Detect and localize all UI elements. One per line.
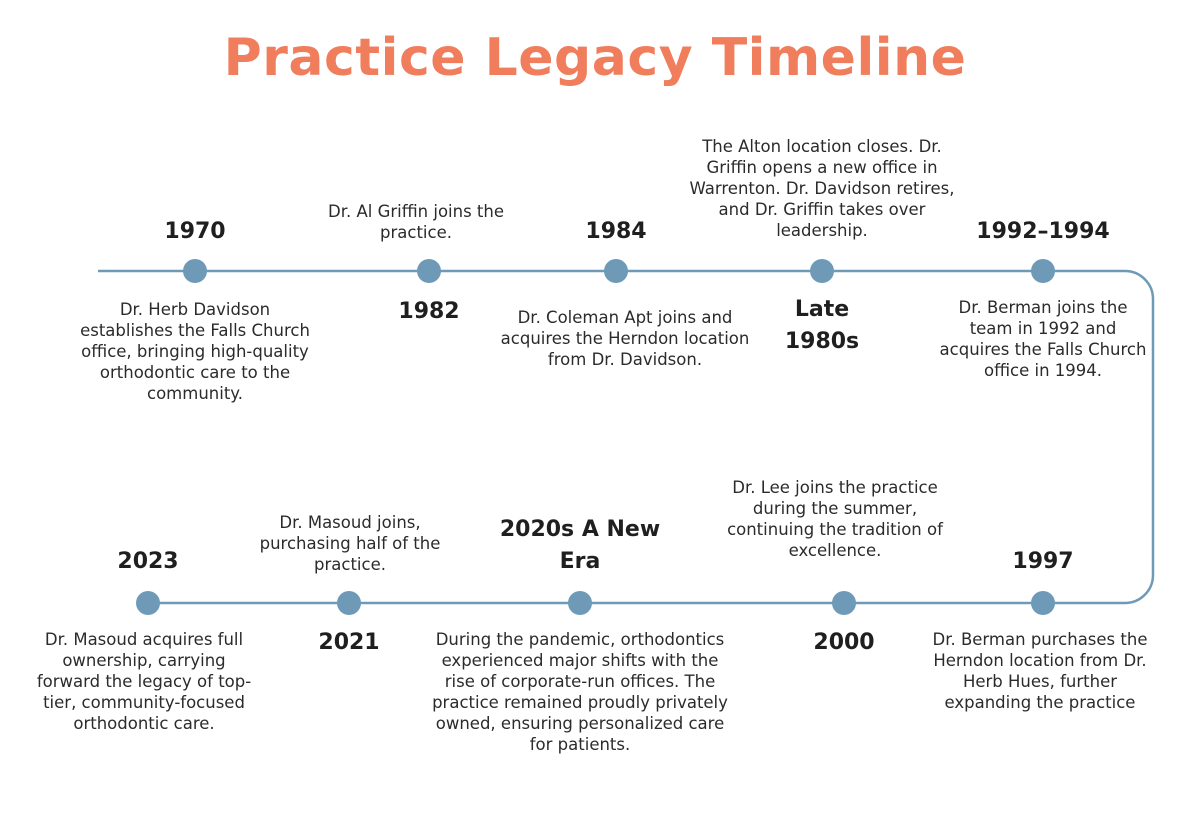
event-description-1984: Dr. Coleman Apt joins and acquires the Herndon location from Dr. Davidson. xyxy=(500,308,750,369)
timeline-node-2021 xyxy=(337,591,361,615)
event-description-late-1980s: The Alton location closes. Dr. Griffin opens a new office in Warrenton. Dr. Davidson retires, and Dr. Griffin takes over leadership. xyxy=(689,137,955,240)
event-description-1982: Dr. Al Griffin joins the practice. xyxy=(327,202,505,242)
timeline-node-1992-1994 xyxy=(1031,259,1055,283)
event-description-2020s: During the pandemic, orthodontics experienced major shifts with the rise of corporate-run offices. The practice remained proudly privately owned, ensuring personalized care for patients. xyxy=(432,630,728,754)
event-year-1997: 1997 xyxy=(1012,549,1074,574)
event-description-2023: Dr. Masoud acquires full ownership, carrying forward the legacy of top-tier, community-focused orthodontic care. xyxy=(36,630,252,733)
event-year-1992-1994: 1992–1994 xyxy=(976,219,1110,244)
timeline-node-1997 xyxy=(1031,591,1055,615)
page-title: Practice Legacy Timeline xyxy=(223,28,967,88)
timeline-node-2000 xyxy=(832,591,856,615)
event-year-2020s: 2020s A New Era xyxy=(499,517,661,574)
event-year-1984: 1984 xyxy=(585,219,647,244)
event-description-1970: Dr. Herb Davidson establishes the Falls Church office, bringing high-quality orthodontic care to the community. xyxy=(80,300,310,403)
event-description-1992-1994: Dr. Berman joins the team in 1992 and acquires the Falls Church office in 1994. xyxy=(939,298,1147,380)
event-year-2023: 2023 xyxy=(117,549,179,574)
event-description-1997: Dr. Berman purchases the Herndon location from Dr. Herb Hues, further expanding the practice xyxy=(932,630,1148,712)
event-year-1970: 1970 xyxy=(164,219,226,244)
timeline-node-2023 xyxy=(136,591,160,615)
event-year-late-1980s: Late 1980s xyxy=(784,297,860,354)
event-year-2000: 2000 xyxy=(813,630,875,655)
event-year-2021: 2021 xyxy=(318,630,380,655)
event-description-2000: Dr. Lee joins the practice during the summer, continuing the tradition of excellence. xyxy=(727,478,943,560)
timeline-node-1970 xyxy=(183,259,207,283)
timeline-node-1982 xyxy=(417,259,441,283)
timeline-node-2020s xyxy=(568,591,592,615)
timeline-node-1984 xyxy=(604,259,628,283)
event-description-2021: Dr. Masoud joins, purchasing half of the practice. xyxy=(259,513,441,574)
event-year-1982: 1982 xyxy=(398,299,460,324)
timeline-node-late-1980s xyxy=(810,259,834,283)
